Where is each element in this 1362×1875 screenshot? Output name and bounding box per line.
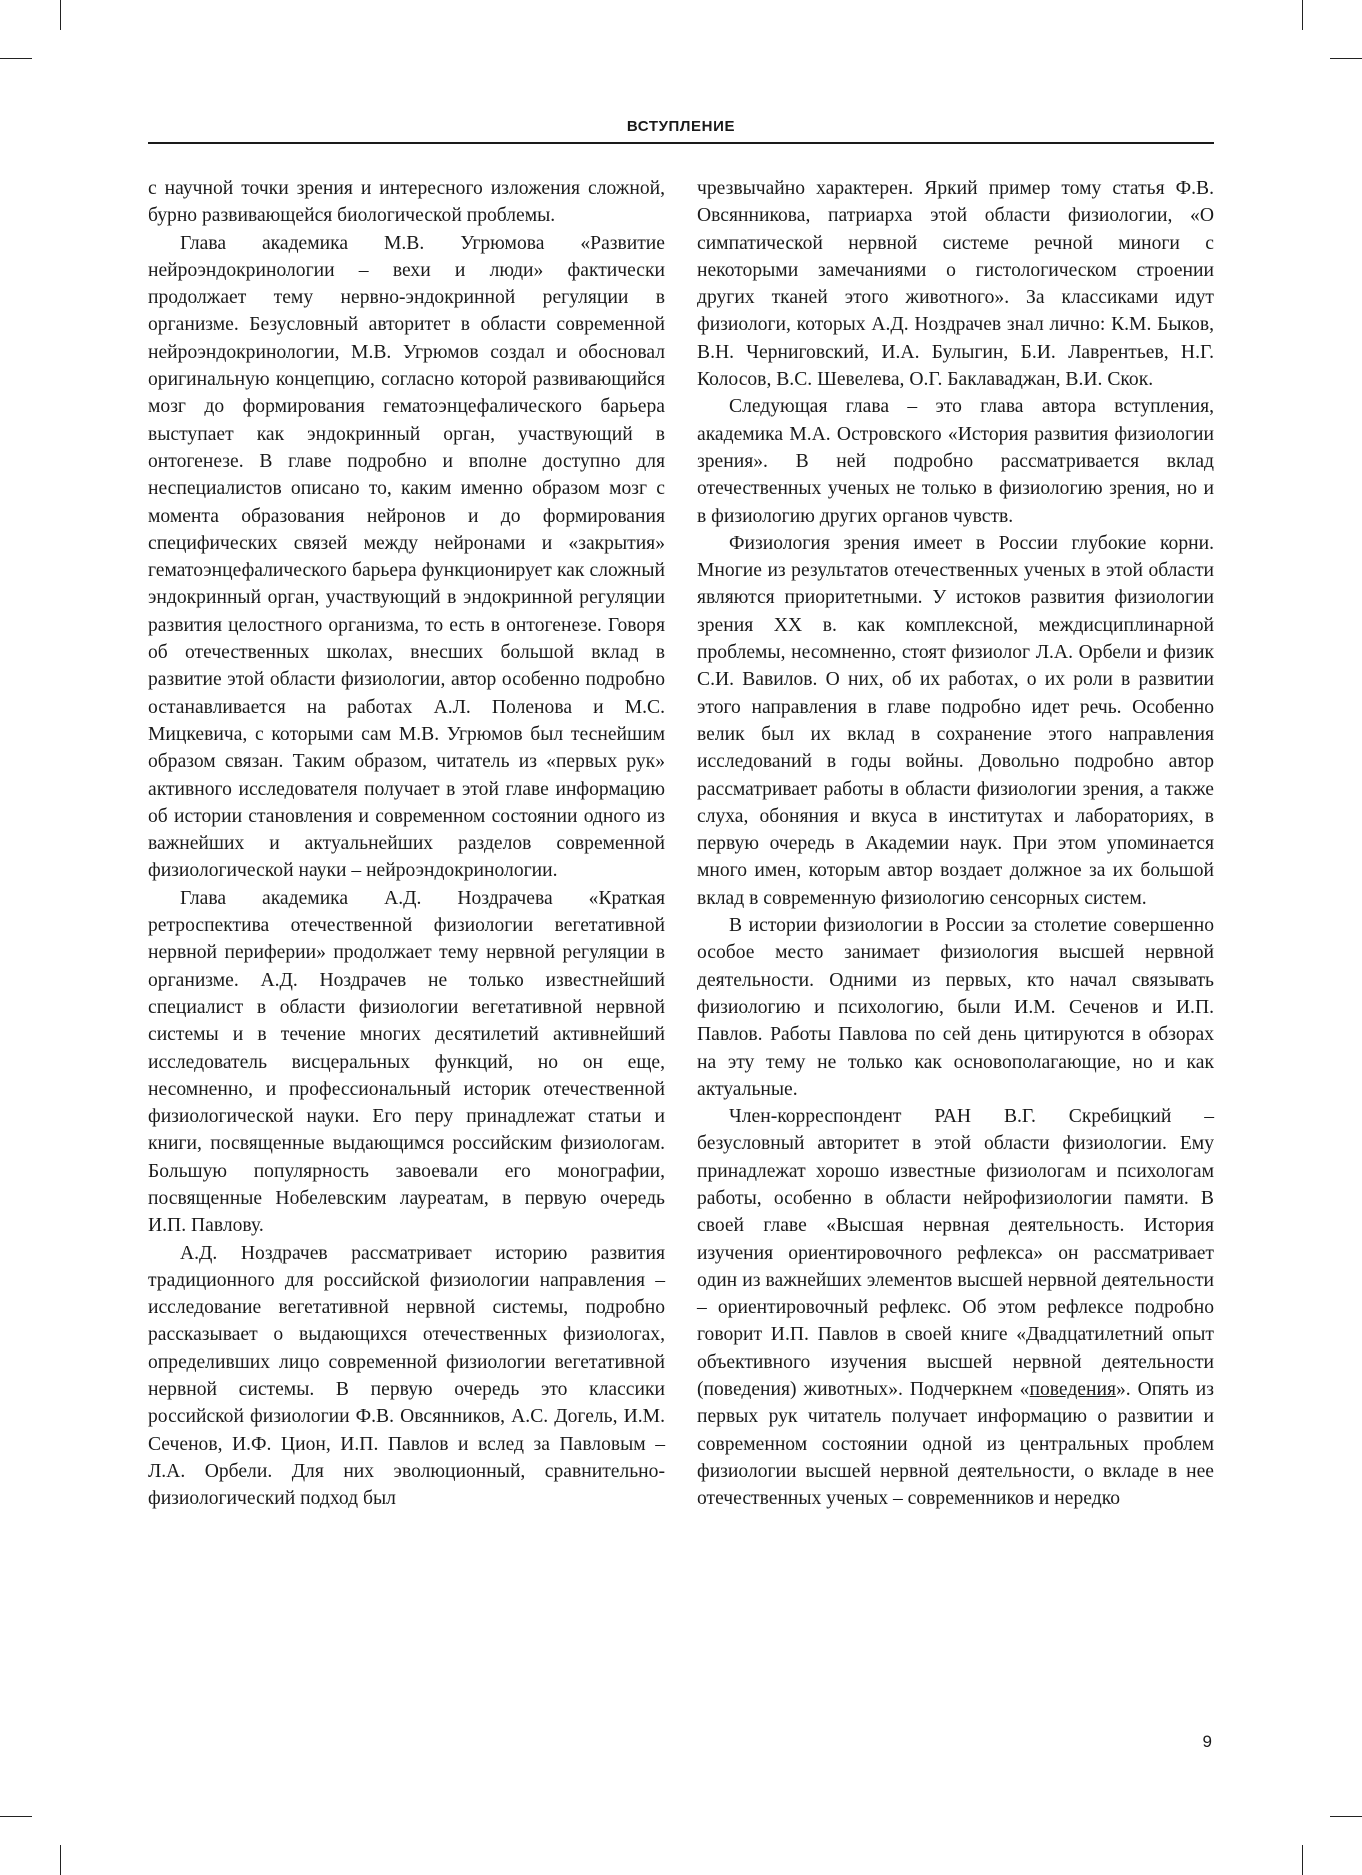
- underlined-emphasis: поведения: [1029, 1379, 1116, 1401]
- paragraph: Глава академика А.Д. Ноздрачева «Краткая ретроспектива отечественной физиологии вегетативной нервной периферии» продолжает тему нервной регуляции в организме. А.Д. Ноздрачев не только известнейший специалист в области физиологии вегетативной нервной системы и в течение многих десятилетий активнейший исследователь висцеральных функций, но он еще, несомненно, и профессиональный историк отечественной физиологической науки. Его перу принадлежат статьи и книги, посвященные выдающимся российским физиологам. Большую популярность завоевали его монографии, посвященные Нобелевским лауреатам, в первую очередь И.П. Павлову.: [148, 887, 665, 1237]
- left-text-column: [148, 175, 665, 1513]
- crop-mark-top-right-vertical: [1302, 0, 1303, 30]
- paragraph: Физиология зрения имеет в России глубокие корни. Многие из результатов отечественных ученых в этой области являются приоритетными. У истоков развития физиологии зрения XX в. как комплексной, междисциплинарной проблемы, несомненно, стоят физиолог Л.А. Орбели и физик С.И. Вавилов. О них, об их работах, о их роли в развитии этого направления в главе подробно идет речь. Особенно велик был их вклад в сохранение этого направления исследований в годы войны. Довольно подробно автор рассматривает работы в области физиологии зрения, а также слуха, обоняния и вкуса в институтах и лабораториях, в первую очередь в Академии наук. При этом упоминается много имен, которым автор воздает должное за их большой вклад в современную физиологию сенсорных систем.: [697, 532, 1214, 909]
- page-number: 9: [1202, 1732, 1212, 1751]
- paragraph: Глава академика М.В. Угрюмова «Развитие нейроэндокринологии – вехи и люди» фактически продолжает тему нервно-эндокринной регуляции в организме. Безусловный авторитет в области современной нейроэндокринологии, М.В. Угрюмов создал и обосновал оригинальную концепцию, согласно которой развивающийся мозг до формирования гематоэнцефалического барьера выступает как эндокринный орган, участвующий в онтогенезе. В главе подробно и вполне доступно для неспециалистов описано то, каким именно образом мозг с момента образования нейронов и до формирования специфических связей между нейронами и «закрытия» гематоэнцефалического барьера функционирует как сложный эндокринный орган, участвующий в эндокринной регуляции развития целостного организма, то есть в онтогенезе. Говоря об отечественных школах, внесших большой вклад в развитие этой области физиологии, автор особенно подробно останавливается на работах А.Л. Поленова и М.С. Мицкевича, с которыми сам М.В. Угрюмов был теснейшим образом связан. Таким образом, читатель из «первых рук» активного исследователя получает в этой главе информацию об истории становления и современном состоянии одного из важнейших и актуальнейших разделов современной физиологической науки – нейроэндокринологии.: [148, 232, 665, 882]
- crop-mark-top-left-horizontal: [0, 58, 32, 59]
- crop-mark-bottom-left-horizontal: [0, 1816, 32, 1817]
- paragraph-text: ». Опять из первых рук читатель получает информацию о развитии и современном состоянии одной из центральных проблем физиологии высшей нервной деятельности, о вкладе в нее отечественных ученых – современников и нередко: [697, 1379, 1214, 1510]
- paragraph: [697, 1103, 1214, 1512]
- crop-mark-bottom-left-vertical: [60, 1845, 61, 1875]
- running-header: [148, 116, 1214, 144]
- crop-mark-top-left-vertical: [60, 0, 61, 30]
- crop-mark-top-right-horizontal: [1330, 58, 1362, 59]
- paragraph-text: Член-корреспондент РАН В.Г. Скребицкий – безусловный авторитет в этой области физиологии. Ему принадлежат хорошо известные физиологам и психологам работы, особенно в области нейрофизиологии памяти. В своей главе «Высшая нервная деятельность. История изучения ориентировочного рефлекса» он рассматривает один из важнейших элементов высшей нервной деятельности – ориентировочный рефлекс. Об этом рефлексе подробно говорит И.П. Павлов в своей книге «Двадцатилетний опыт объективного изучения высшей нервной деятельности (поведения) животных». Подчеркнем «: [697, 1106, 1214, 1401]
- paragraph: В истории физиологии в России за столетие совершенно особое место занимает физиология высшей нервной деятельности. Одними из первых, кто начал связывать физиологию и психологию, были И.М. Сеченов и И.П. Павлов. Работы Павлова по сей день цитируются в обзорах на эту тему не только как основополагающие, но и как актуальные.: [697, 915, 1214, 1100]
- crop-mark-bottom-right-vertical: [1302, 1845, 1303, 1875]
- paragraph: с научной точки зрения и интересного изложения сложной, бурно развивающейся биологической проблемы.: [148, 178, 665, 227]
- right-text-column: [697, 175, 1214, 1513]
- paragraph: Следующая глава – это глава автора вступления, академика М.А. Островского «История развития физиологии зрения». В ней подробно рассматривается вклад отечественных ученых не только в физиологию зрения, но и в физиологию других органов чувств.: [697, 396, 1214, 527]
- crop-mark-bottom-right-horizontal: [1330, 1816, 1362, 1817]
- paragraph: А.Д. Ноздрачев рассматривает историю развития традиционного для российской физиологии направления – исследование вегетативной нервной системы, подробно рассказывает о выдающихся отечественных физиологах, определивших лицо современной физиологии вегетативной нервной системы. В первую очередь это классики российской физиологии Ф.В. Овсянников, А.С. Догель, И.М. Сеченов, И.Ф. Цион, И.П. Павлов и вслед за Павловым – Л.А. Орбели. Для них эволюционный, сравнительно-физиологический подход был: [148, 1242, 665, 1510]
- paragraph: чрезвычайно характерен. Яркий пример тому статья Ф.В. Овсянникова, патриарха этой области физиологии, «О симпатической нервной системе речной миноги с некоторыми замечаниями о гистологическом строении других тканей этого животного». За классиками идут физиологи, которых А.Д. Ноздрачев знал лично: К.М. Быков, В.Н. Черниговский, И.А. Булыгин, Б.И. Лаврентьев, Н.Г. Колосов, В.С. Шевелева, О.Г. Баклаваджан, В.И. Скок.: [697, 178, 1214, 391]
- running-header-title: ВСТУПЛЕНИЕ: [626, 118, 736, 135]
